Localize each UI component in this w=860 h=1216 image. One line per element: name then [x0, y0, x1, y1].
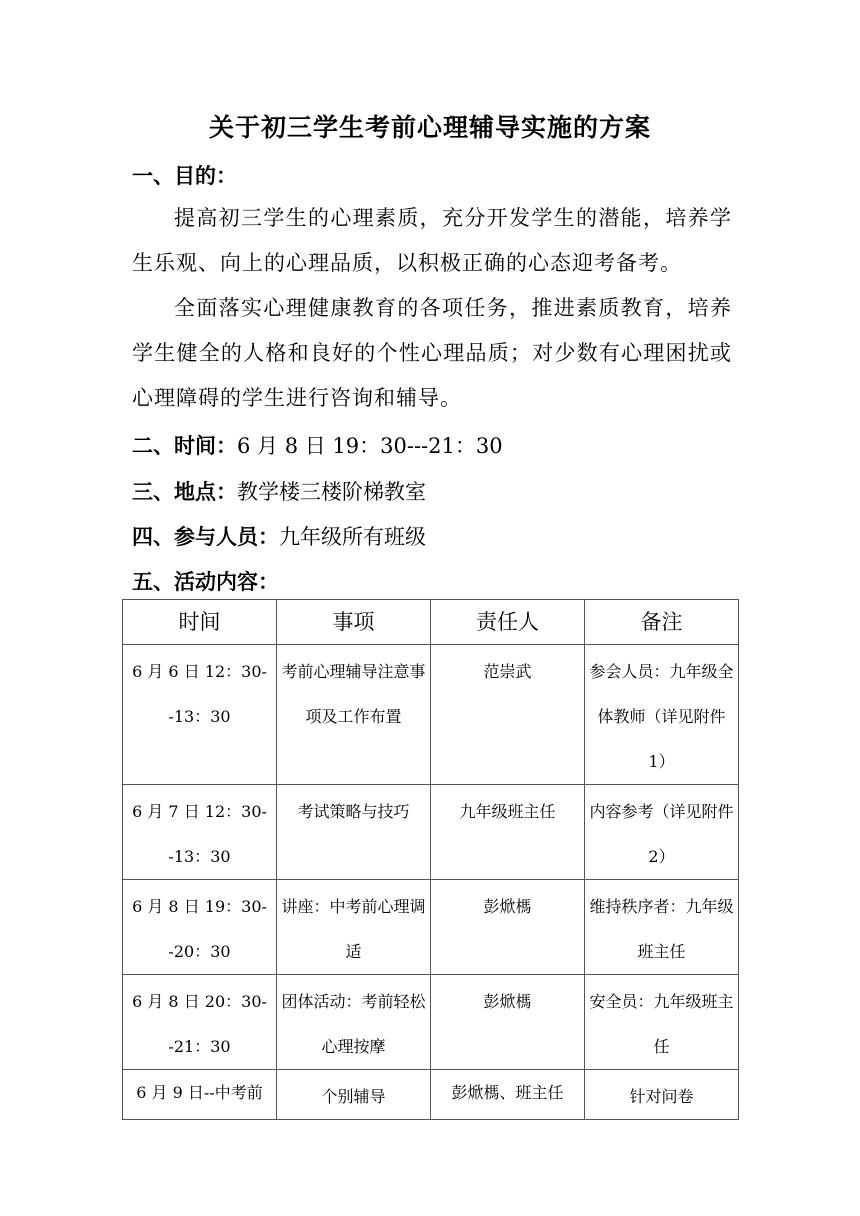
- time-line: [132, 430, 503, 460]
- time-value: 6 月 8 日 19：30---21：30: [237, 434, 503, 458]
- table-row: [123, 880, 739, 975]
- header-time: 时间: [123, 600, 277, 645]
- table-row: [123, 975, 739, 1070]
- place-value: 教学楼三楼阶梯教室: [237, 480, 426, 504]
- cell-item: 讲座：中考前心理调适: [277, 880, 431, 975]
- table-row: [123, 1070, 739, 1120]
- cell-time: 6 月 8 日 20：30--21：30: [123, 975, 277, 1070]
- header-person: 责任人: [431, 600, 585, 645]
- table-header-row: [123, 600, 739, 645]
- participants-heading: 四、参与人员：: [132, 525, 279, 549]
- cell-note: 维持秩序者：九年级班主任: [585, 880, 739, 975]
- table-row: [123, 645, 739, 785]
- time-heading: 二、时间：: [132, 434, 237, 458]
- purpose-paragraph-1: 提高初三学生的心理素质，充分开发学生的潜能，培养学生乐观、向上的心理品质，以积极正确的心态迎考备考。: [132, 206, 732, 275]
- activities-heading: 五、活动内容：: [132, 570, 279, 594]
- purpose-heading: 一、目的：: [132, 164, 237, 188]
- cell-time: 6 月 7 日 12：30--13：30: [123, 785, 277, 880]
- cell-time: 6 月 9 日--中考前: [123, 1070, 277, 1120]
- cell-person: 彭焮榪: [431, 975, 585, 1070]
- cell-person: 彭焮榪、班主任: [431, 1070, 585, 1120]
- place-heading: 三、地点：: [132, 480, 237, 504]
- cell-note: 安全员：九年级班主任: [585, 975, 739, 1070]
- purpose-paragraph-2: 全面落实心理健康教育的各项任务，推进素质教育，培养学生健全的人格和良好的个性心理品质；对少数有心理困扰或心理障碍的学生进行咨询和辅导。: [132, 296, 732, 410]
- cell-person: 范崇武: [431, 645, 585, 785]
- cell-note: 内容参考（详见附件 2）: [585, 785, 739, 880]
- cell-item: 考前心理辅导注意事项及工作布置: [277, 645, 431, 785]
- cell-item: 团体活动：考前轻松心理按摩: [277, 975, 431, 1070]
- cell-item: 考试策略与技巧: [277, 785, 431, 880]
- cell-note: 参会人员：九年级全体教师（详见附件 1）: [585, 645, 739, 785]
- cell-person: 彭焮榪: [431, 880, 585, 975]
- cell-note: 针对问卷: [585, 1070, 739, 1120]
- cell-time: 6 月 8 日 19：30--20：30: [123, 880, 277, 975]
- cell-person: 九年级班主任: [431, 785, 585, 880]
- participants-value: 九年级所有班级: [279, 525, 426, 549]
- document-title: 关于初三学生考前心理辅导实施的方案: [208, 113, 651, 142]
- cell-time: 6 月 6 日 12：30--13：30: [123, 645, 277, 785]
- header-note: 备注: [585, 600, 739, 645]
- table-row: [123, 785, 739, 880]
- place-line: [132, 476, 426, 506]
- activity-table: [122, 599, 739, 1120]
- participants-line: [132, 521, 426, 551]
- header-item: 事项: [277, 600, 431, 645]
- cell-item: 个别辅导: [277, 1070, 431, 1120]
